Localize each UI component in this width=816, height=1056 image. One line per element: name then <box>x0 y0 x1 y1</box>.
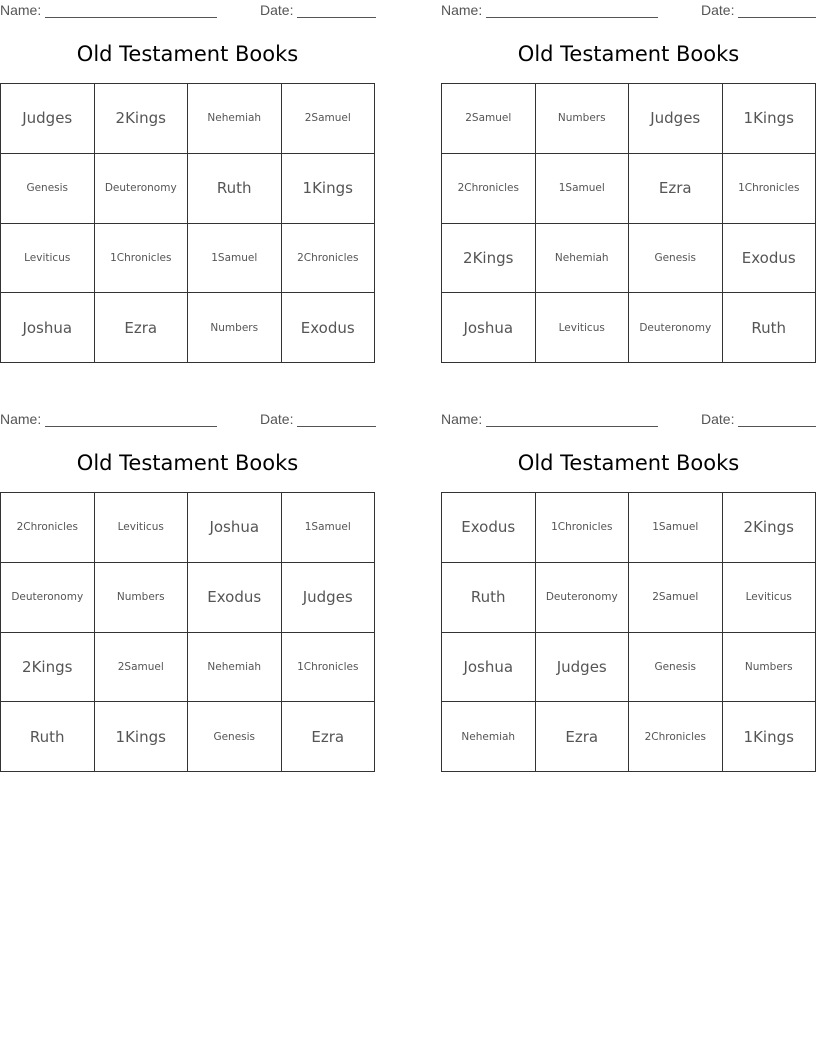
card-title: Old Testament Books <box>76 451 299 475</box>
grid-cell: Exodus <box>723 224 816 294</box>
grid-cell: Exodus <box>188 563 282 633</box>
grid-cell: 1Chronicles <box>95 224 189 294</box>
bingo-grid <box>441 492 816 772</box>
grid-cell: Nehemiah <box>188 633 282 703</box>
grid-cell: 1Kings <box>723 84 816 154</box>
date-blank-line <box>297 17 376 18</box>
date-label: Date: <box>260 2 294 18</box>
grid-cell: 1Samuel <box>629 493 723 563</box>
grid-cell: 1Chronicles <box>536 493 630 563</box>
grid-cell: Genesis <box>629 224 723 294</box>
grid-cell: Numbers <box>723 633 816 703</box>
grid-cell: Judges <box>536 633 630 703</box>
grid-cell: 1Chronicles <box>723 154 816 224</box>
bingo-grid <box>0 492 375 772</box>
grid-cell: 2Kings <box>1 633 95 703</box>
grid-cell: Exodus <box>442 493 536 563</box>
grid-cell: Leviticus <box>95 493 189 563</box>
grid-cell: 1Kings <box>282 154 376 224</box>
grid-cell: Numbers <box>188 293 282 363</box>
grid-cell: Joshua <box>442 293 536 363</box>
date-blank-line <box>738 426 816 427</box>
grid-cell: 1Samuel <box>282 493 376 563</box>
grid-cell: Ezra <box>95 293 189 363</box>
grid-cell: Nehemiah <box>188 84 282 154</box>
grid-cell: 2Samuel <box>442 84 536 154</box>
grid-cell: 2Samuel <box>282 84 376 154</box>
grid-cell: Ruth <box>723 293 816 363</box>
grid-cell: Leviticus <box>1 224 95 294</box>
grid-cell: Numbers <box>95 563 189 633</box>
name-blank-line <box>486 426 658 427</box>
card-title: Old Testament Books <box>517 451 740 475</box>
name-date-row <box>0 411 376 429</box>
name-date-row <box>0 2 376 20</box>
bingo-grid <box>441 83 816 363</box>
grid-cell: Joshua <box>1 293 95 363</box>
grid-cell: Joshua <box>442 633 536 703</box>
grid-cell: Judges <box>1 84 95 154</box>
grid-cell: Ruth <box>188 154 282 224</box>
bingo-card <box>441 409 816 789</box>
grid-cell: Ezra <box>629 154 723 224</box>
name-label: Name: <box>441 411 483 427</box>
grid-cell: Genesis <box>1 154 95 224</box>
grid-cell: 1Kings <box>723 702 816 772</box>
grid-cell: Ruth <box>1 702 95 772</box>
grid-cell: Leviticus <box>723 563 816 633</box>
bingo-card <box>0 0 376 380</box>
grid-cell: Judges <box>282 563 376 633</box>
name-label: Name: <box>0 2 42 18</box>
bingo-card <box>0 409 376 789</box>
name-date-row <box>441 2 816 20</box>
date-label: Date: <box>260 411 294 427</box>
date-label: Date: <box>701 2 735 18</box>
grid-cell: 2Samuel <box>629 563 723 633</box>
date-blank-line <box>738 17 816 18</box>
grid-cell: Nehemiah <box>536 224 630 294</box>
grid-cell: 2Kings <box>95 84 189 154</box>
date-blank-line <box>297 426 376 427</box>
name-label: Name: <box>0 411 42 427</box>
grid-cell: Nehemiah <box>442 702 536 772</box>
grid-cell: 2Kings <box>442 224 536 294</box>
grid-cell: Genesis <box>629 633 723 703</box>
grid-cell: 2Chronicles <box>442 154 536 224</box>
grid-cell: Genesis <box>188 702 282 772</box>
card-title: Old Testament Books <box>76 42 299 66</box>
grid-cell: 2Samuel <box>95 633 189 703</box>
card-title: Old Testament Books <box>517 42 740 66</box>
bingo-grid <box>0 83 375 363</box>
grid-cell: Deuteronomy <box>536 563 630 633</box>
date-label: Date: <box>701 411 735 427</box>
name-blank-line <box>45 17 217 18</box>
grid-cell: Leviticus <box>536 293 630 363</box>
name-blank-line <box>486 17 658 18</box>
grid-cell: Ezra <box>282 702 376 772</box>
grid-cell: 1Samuel <box>188 224 282 294</box>
grid-cell: 2Chronicles <box>629 702 723 772</box>
grid-cell: 1Samuel <box>536 154 630 224</box>
grid-cell: Ruth <box>442 563 536 633</box>
grid-cell: 1Chronicles <box>282 633 376 703</box>
grid-cell: Ezra <box>536 702 630 772</box>
grid-cell: Deuteronomy <box>629 293 723 363</box>
grid-cell: 2Chronicles <box>282 224 376 294</box>
grid-cell: Deuteronomy <box>1 563 95 633</box>
grid-cell: Exodus <box>282 293 376 363</box>
grid-cell: 2Kings <box>723 493 816 563</box>
grid-cell: 1Kings <box>95 702 189 772</box>
name-blank-line <box>45 426 217 427</box>
bingo-card <box>441 0 816 380</box>
grid-cell: Deuteronomy <box>95 154 189 224</box>
name-label: Name: <box>441 2 483 18</box>
grid-cell: Judges <box>629 84 723 154</box>
grid-cell: Numbers <box>536 84 630 154</box>
grid-cell: 2Chronicles <box>1 493 95 563</box>
grid-cell: Joshua <box>188 493 282 563</box>
name-date-row <box>441 411 816 429</box>
